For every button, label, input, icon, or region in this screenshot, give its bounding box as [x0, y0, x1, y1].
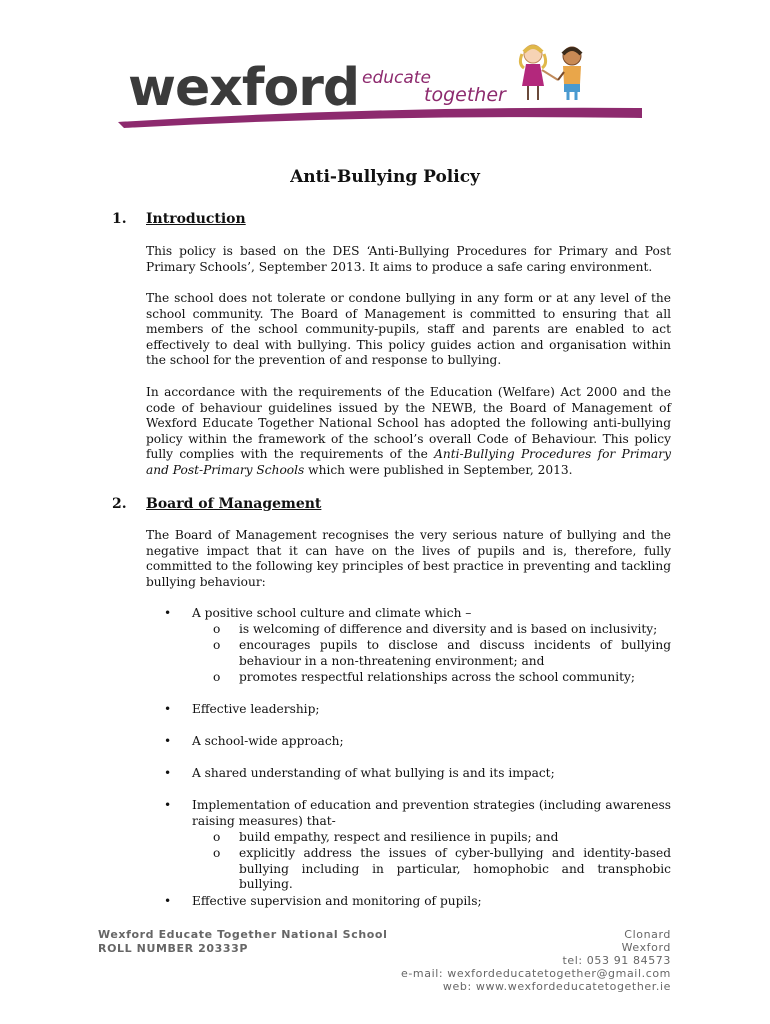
bullet-icon: • [164, 734, 172, 748]
list-item-text: Implementation of education and prevention strategies (including awareness raising measures) that- [192, 798, 671, 828]
intro-paragraph-2: The school does not tolerate or condone bullying in any form or at any level of the school community. The Board of Management is committed to ensuring that all members of the school community-pupils, staff and parents are enabled to act effectively to deal with bullying. This policy guides action and organisation within the school for the prevention of and response to bullying. [146, 291, 671, 368]
section-title: Introduction [146, 211, 246, 227]
list-item [164, 734, 671, 750]
footer-address-line-1: Clonard [624, 928, 671, 941]
sub-list-item [213, 622, 671, 638]
footer-school-name: Wexford Educate Together National School [98, 928, 388, 941]
bullet-icon: • [164, 702, 172, 716]
list-item [164, 702, 671, 718]
sub-list-item [213, 846, 671, 893]
list-item-text: Effective supervision and monitoring of pupils; [192, 894, 482, 908]
bullet-icon: • [164, 798, 172, 812]
sub-list-item-text: is welcoming of difference and diversity and is based on inclusivity; [239, 622, 658, 636]
section-number: 1. [112, 211, 127, 227]
list-item-text: Effective leadership; [192, 702, 320, 716]
footer-roll-number: ROLL NUMBER 20333P [98, 942, 249, 955]
publication-title: Anti-Bullying Procedures for Primary and Post-Primary Schools [146, 447, 671, 477]
sub-list-item [213, 638, 671, 669]
footer-email: e-mail: wexfordeducatetogether@gmail.com [400, 967, 671, 980]
list-item [164, 798, 671, 829]
footer-address-line-2: Wexford [621, 941, 671, 954]
document-title: Anti-Bullying Policy [290, 167, 480, 187]
footer-website: web: www.wexfordeducatetogether.ie [442, 980, 671, 993]
list-item [164, 766, 671, 782]
bullet-icon: • [164, 606, 172, 620]
intro-paragraph-1: This policy is based on the DES ‘Anti-Bullying Procedures for Primary and Post Primary Schools’, September 2013. It aims to produce a safe caring environment. [146, 244, 671, 274]
section-heading-introduction [112, 209, 246, 229]
sub-bullet-icon: o [213, 846, 221, 860]
board-intro-paragraph: The Board of Management recognises the very serious nature of bullying and the negative impact that it can have on the lives of pupils and is, therefore, fully committed to the following key principles of best practice in preventing and tackling bullying behaviour: [146, 528, 671, 589]
section-number: 2. [112, 496, 127, 512]
logo-tagline-together: together [424, 84, 506, 106]
sub-bullet-icon: o [213, 622, 221, 636]
list-item-text: A shared understanding of what bullying is and its impact; [192, 766, 555, 780]
list-item [164, 894, 671, 910]
logo-tagline-educate: educate [362, 68, 431, 88]
list-item-text: A positive school culture and climate which – [192, 606, 472, 620]
sub-list-item [213, 670, 671, 686]
paragraph-text: In accordance with the requirements of the Education (Welfare) Act 2000 and the code of behaviour guidelines issued by the NEWB, the Board of Management of Wexford Educate Together National School has adopted the following anti-bullying policy within the framework of the school’s overall Code of Behaviour. This policy fully complies with the requirements of the [146, 385, 671, 462]
footer-telephone: tel: 053 91 84573 [562, 954, 671, 967]
intro-paragraph-3 [146, 385, 671, 479]
sub-list-item-text: explicitly address the issues of cyber-bullying and identity-based bullying including in particular, homophobic and transphobic bullying. [239, 846, 671, 892]
list-item-text: A school-wide approach; [192, 734, 344, 748]
school-logo [118, 40, 642, 126]
sub-list-item-text: encourages pupils to disclose and discuss incidents of bullying behaviour in a non-threatening environment; and [239, 638, 671, 668]
logo-wordmark: wexford [128, 58, 360, 118]
sub-list-item [213, 830, 671, 846]
sub-list-item-text: promotes respectful relationships across the school community; [239, 670, 635, 684]
bullet-icon: • [164, 766, 172, 780]
sub-bullet-icon: o [213, 670, 221, 684]
section-heading-board-of-management [112, 494, 321, 514]
bullet-icon: • [164, 894, 172, 908]
sub-bullet-icon: o [213, 830, 221, 844]
list-item [164, 606, 671, 622]
children-holding-hands-icon [514, 40, 594, 104]
sub-list-item-text: build empathy, respect and resilience in pupils; and [239, 830, 559, 844]
sub-bullet-icon: o [213, 638, 221, 652]
section-title: Board of Management [146, 496, 322, 512]
paragraph-text: which were published in September, 2013. [304, 462, 573, 477]
